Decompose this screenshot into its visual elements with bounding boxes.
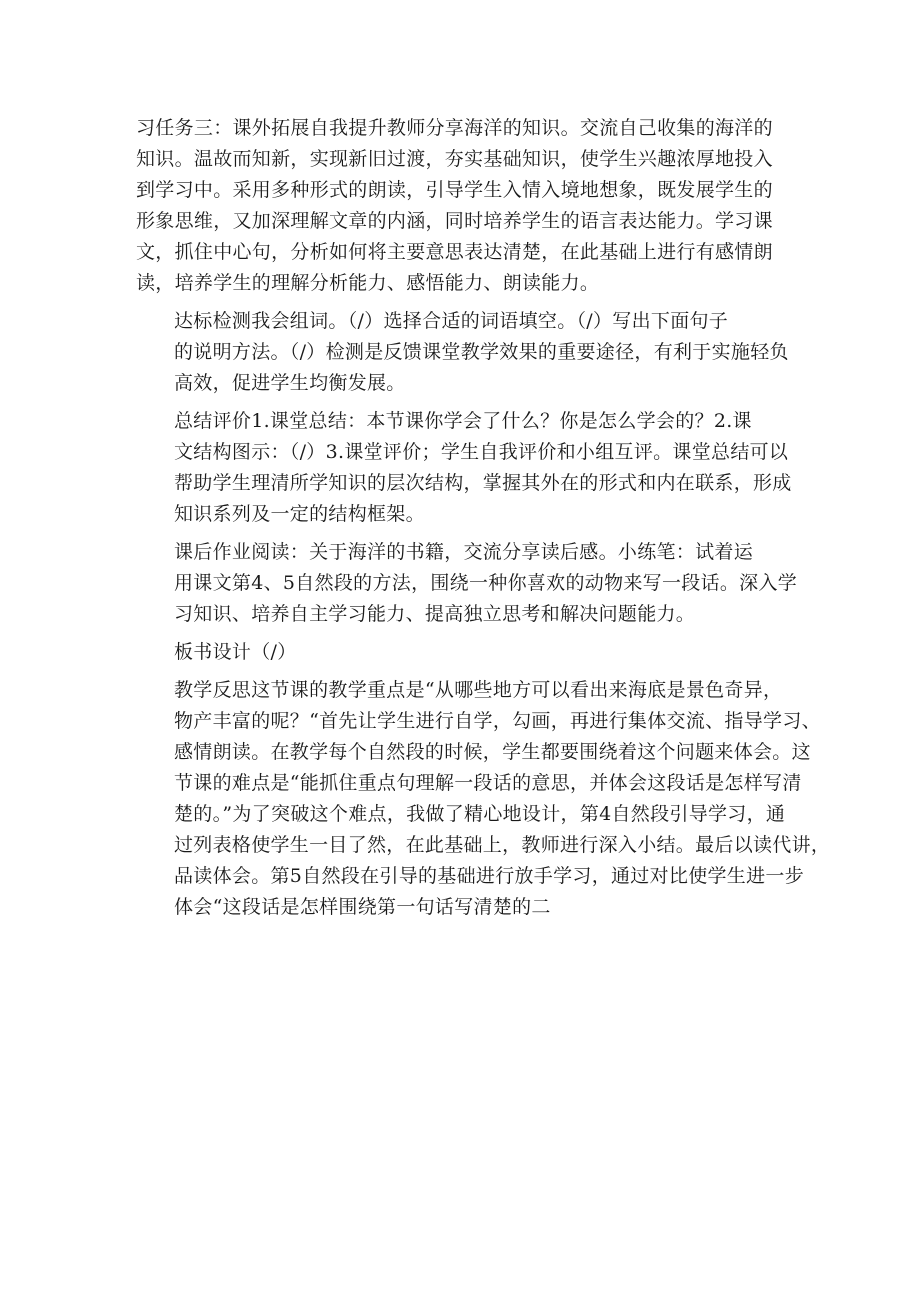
text-line: 高效，促进学生均衡发展。 [174, 372, 406, 394]
paragraph-teaching-reflection [136, 675, 831, 923]
paragraph-homework [136, 537, 806, 630]
text-line: 物产丰富的呢？“首先让学生进行自学，勾画，再进行集体交流、指导学习、 [174, 710, 821, 732]
text-line: 品读体会。第5自然段在引导的基础进行放手学习，通过对比使学生进一步 [174, 865, 804, 887]
text-line: 知识。温故而知新，实现新旧过渡，夯实基础知识，使学生兴趣浓厚地投入 [136, 148, 773, 170]
text-line: 体会“这段话是怎样围绕第一句话写清楚的二 [174, 896, 551, 918]
text-line: 形象思维，又加深理解文章的内涵，同时培养学生的语言表达能力。学习课 [136, 210, 773, 232]
paragraph-summary-evaluation [136, 406, 806, 530]
text-line: 总结评价1.课堂总结：本节课你学会了什么？你是怎么学会的？2.课 [174, 410, 752, 432]
text-line: 读，培养学生的理解分析能力、感悟能力、朗读能力。 [136, 272, 600, 294]
text-line: 习任务三：课外拓展自我提升教师分享海洋的知识。交流自己收集的海洋的 [136, 117, 773, 139]
text-line: 知识系列及一定的结构框架。 [174, 503, 425, 525]
text-line: 达标检测我会组词。（/）选择合适的词语填空。（/）写出下面句子 [174, 310, 729, 332]
text-line: 习知识、培养自主学习能力、提高独立思考和解决问题能力。 [174, 603, 696, 625]
text-line: 到学习中。采用多种形式的朗读，引导学生入情入境地想象，既发展学生的 [136, 179, 773, 201]
text-line: 文结构图示：（/）3.课堂评价；学生自我评价和小组互评。课堂总结可以 [174, 441, 789, 463]
text-line: 节课的难点是“能抓住重点句理解一段话的意思，并体会这段话是怎样写清 [174, 772, 802, 794]
text-line: 用课文第4、5自然段的方法，围绕一种你喜欢的动物来写一段话。深入学 [174, 572, 798, 594]
text-line: 楚的。”为了突破这个难点，我做了精心地设计，第4自然段引导学习，通 [174, 803, 786, 825]
text-line: 板书设计（/） [174, 641, 297, 663]
text-line: 课后作业阅读：关于海洋的书籍，交流分享读后感。小练笔：试着运 [174, 541, 754, 563]
text-line: 过列表格使学生一目了然，在此基础上，教师进行深入小结。最后以读代讲， [174, 834, 831, 856]
document-body [136, 113, 831, 930]
text-line: 感情朗读。在教学每个自然段的时候，学生都要围绕着这个问题来体会。这 [174, 741, 811, 763]
text-line: 的说明方法。（/）检测是反馈课堂教学效果的重要途径，有利于实施轻负 [174, 341, 789, 363]
paragraph-learning-task-three [136, 113, 806, 299]
text-line: 文，抓住中心句，分析如何将主要意思表达清楚，在此基础上进行有感情朗 [136, 241, 773, 263]
paragraph-blackboard-design [136, 637, 806, 668]
text-line: 教学反思这节课的教学重点是“从哪些地方可以看出来海底是景色奇异， [174, 679, 783, 701]
text-line: 帮助学生理清所学知识的层次结构，掌握其外在的形式和内在联系，形成 [174, 472, 792, 494]
paragraph-assessment [136, 306, 806, 399]
